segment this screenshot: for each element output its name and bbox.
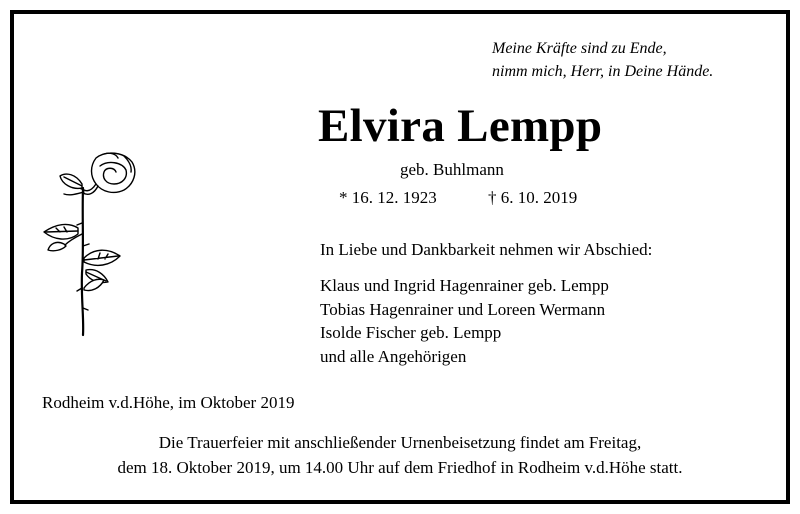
mourner-item: und alle Angehörigen bbox=[320, 346, 467, 366]
mourners-list bbox=[320, 274, 609, 368]
place-date: Rodheim v.d.Höhe, im Oktober 2019 bbox=[42, 393, 295, 412]
funeral-line-1: Die Trauerfeier mit anschließender Urnenbeisetzung findet am Freitag, bbox=[158, 433, 642, 452]
mourner-item: Isolde Fischer geb. Lempp bbox=[320, 323, 502, 342]
quote-line-1: Meine Kräfte sind zu Ende, bbox=[492, 40, 667, 57]
maiden-name: geb. Buhlmann bbox=[400, 160, 504, 179]
mourner-item: Tobias Hagenrainer und Loreen Wermann bbox=[320, 299, 606, 319]
quote-line-2: nimm mich, Herr, in Deine Hände. bbox=[492, 63, 714, 80]
farewell-line: In Liebe und Dankbarkeit nehmen wir Abschied: bbox=[320, 240, 653, 259]
funeral-notice bbox=[20, 430, 780, 480]
birth-date: * 16. 12. 1923 bbox=[339, 188, 437, 207]
funeral-line-2: dem 18. Oktober 2019, um 14.00 Uhr auf dem Friedhof in Rodheim v.d.Höhe statt. bbox=[117, 458, 683, 477]
death-date: † 6. 10. 2019 bbox=[488, 188, 578, 207]
mourner-item: Klaus und Ingrid Hagenrainer geb. Lempp bbox=[320, 276, 609, 295]
rose-icon bbox=[38, 148, 138, 338]
quote bbox=[492, 37, 713, 83]
deceased-name: Elvira Lempp bbox=[318, 100, 603, 152]
